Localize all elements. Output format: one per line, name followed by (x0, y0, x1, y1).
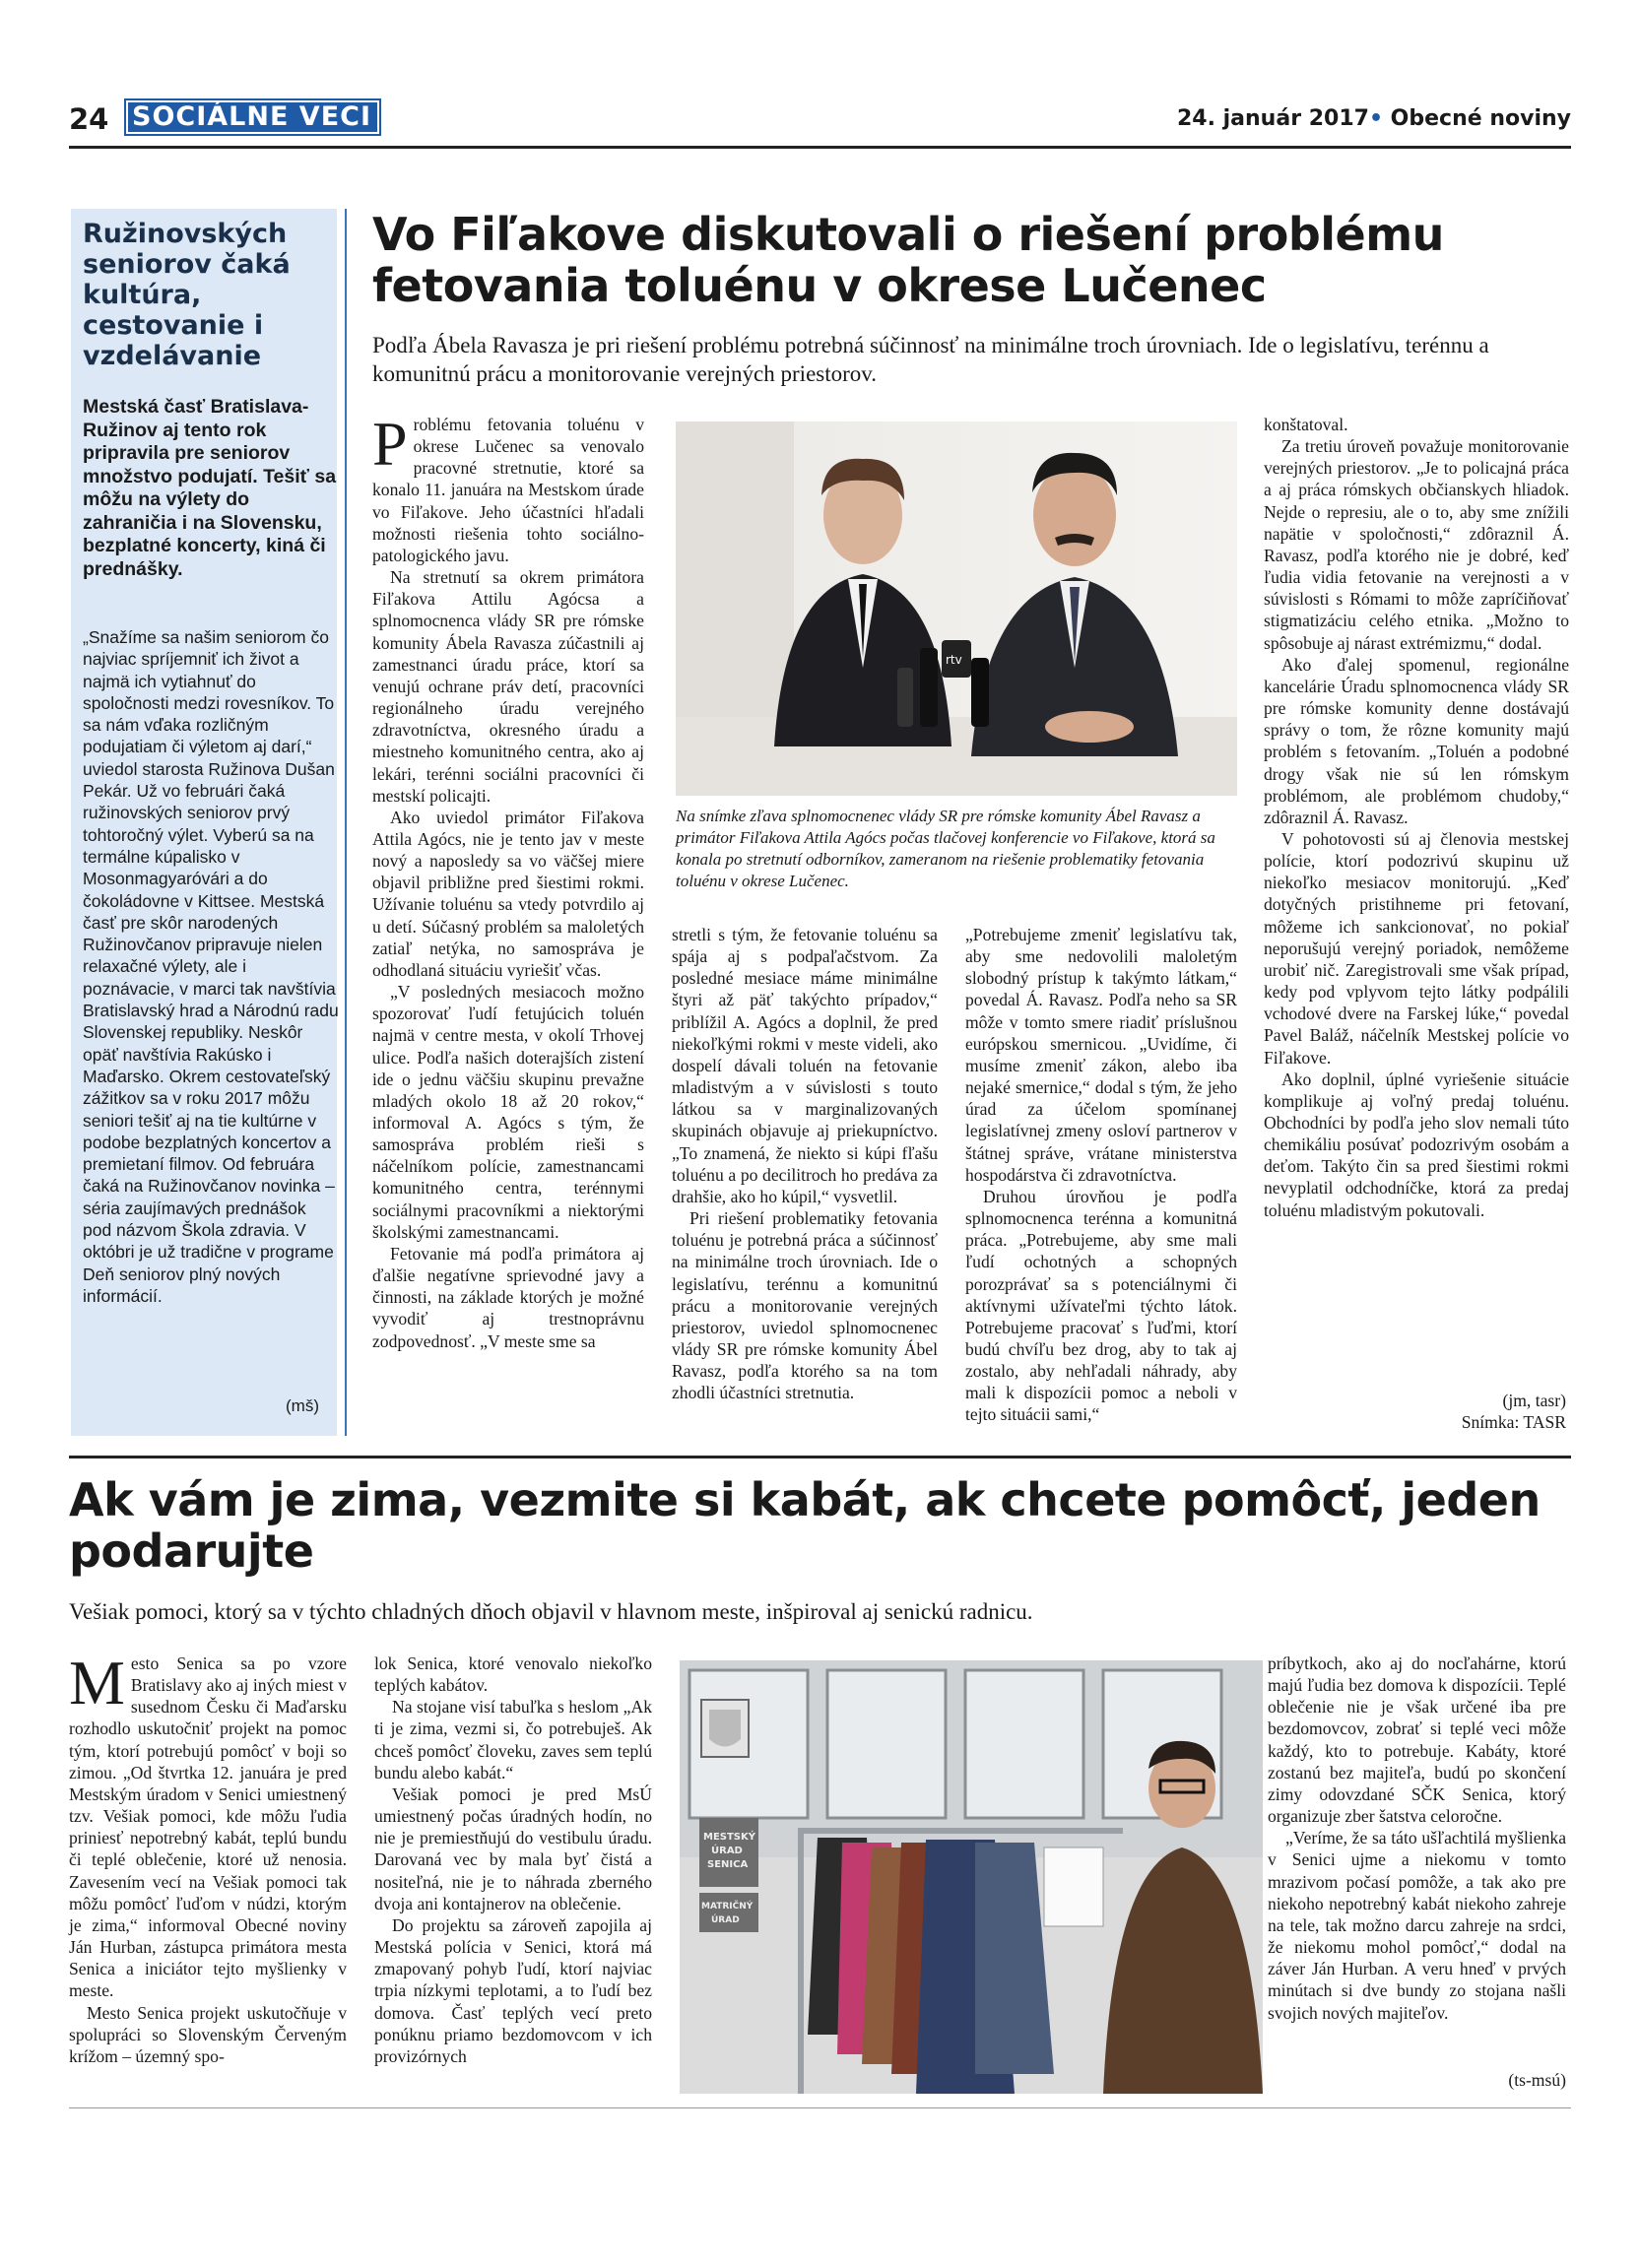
article1-column-1-text (372, 409, 644, 1351)
article1-column-3 (965, 924, 1237, 1426)
paragraph: lok Senica, ktoré venovalo niekoľko teplých kabátov. (374, 1653, 652, 1696)
article1-column-1 (372, 409, 644, 1352)
sidebar-lead: Mestská časť Bratislava-Ružinov aj tento rok pripravila pre seniorov množstvo podujatí. Tešiť sa môžu na výlety do zahraničia i na Slovensku, bezplatné koncerty, kiná či prednášky. (83, 396, 337, 580)
paragraph: Ako uviedol primátor Fiľakova Attila Agócs, nie je tento jav v meste nový a naposledy sa vo väčšej miere objavil približne pred šiestimi rokmi. Užívanie toluénu sa vtedy potvrdilo aj u detí. Súčasný problém sa maloletých zatiaľ netýka, no samospráva je odhodlaná situáciu vyriešiť včas. (372, 807, 644, 980)
paragraph: Za tretiu úroveň považuje monitorovanie verejných priestorov. „Je to policajná práca a aj práca rómskych občianskych hliadok. Nejde o represiu, ale o to, aby sme znížili napätie v spoločnosti,“ zdôraznil Á. Ravasz, podľa ktorého nie je dobré, keď ľudia vidia fetovanie na verejnosti a v súvislosti s Rómami to môže zapríčiňovať stigmatizáciu celého etnika. „Možno to spôsobuje aj nárast extrémizmu,“ dodal. (1264, 436, 1569, 653)
publication-name: Obecné noviny (1390, 106, 1571, 131)
article1-column-2-text (672, 925, 938, 1402)
article2-column-3 (1268, 1652, 1566, 2024)
sign-text-5: ÚRAD (711, 1915, 740, 1925)
article2-column-1 (69, 1648, 347, 2067)
mic-label: rtv (946, 653, 962, 667)
paragraph: Ako doplnil, úplné vyriešenie situácie komplikuje aj voľný predaj toluénu. Obchodníci by podľa jeho slov nemali túto chemikáliu posúvať podozrivým osobám a deťom. Takýto čin sa pred šiestimi rokmi nevyplatil odchodníčke, ktorá za predaj toluénu mladistvým pokutovali. (1264, 1069, 1569, 1220)
article1-column-2 (672, 924, 938, 1403)
article1-author: (jm, tasr) (1502, 1391, 1566, 1410)
paragraph: „V posledných mesiacoch možno spozorovať ľudí fetujúcich toluén najmä v centre mesta, v okolí Trhovej ulice. Podľa našich doterajších zistení ide o jednu väčšiu skupinu prevažne mladých okolo 18 až 20 rokov,“ informoval A. Agócs s tým, že samospráva problém rieši s náčelníkom polície, zamestnancami komunitného centra, terénnymi sociálnymi pracovníkmi a niektorými školskými zamestnancami. (372, 982, 644, 1242)
sidebar-headline: Ružinovských seniorov čaká kultúra, cestovanie i vzdelávanie (83, 219, 291, 371)
issue-info (1177, 106, 1571, 131)
header-rule (69, 146, 1571, 149)
article1-column-4 (1264, 414, 1569, 1221)
header-bullet: • (1368, 106, 1383, 131)
paragraph: konštatoval. (1264, 415, 1348, 434)
article2-deck: Vešiak pomoci, ktorý sa v týchto chladných dňoch objavil v hlavnom meste, inšpiroval aj senickú radnicu. (69, 1599, 1033, 1624)
paragraph: „Veríme, že sa táto ušľachtilá myšlienka v Senici ujme a niekomu v tomto mrazivom počasí pomôže, a tak ako pre niekoho nepotrebný kabát niekoho zahreje na tele, tak možno darcu zahreje na srdci, že niekomu mohol pomôcť,“ dodal na záver Ján Hurban. A veru hneď v prvých minútach si dve bundy zo stojana našli svojich nových majiteľov. (1268, 1828, 1566, 2023)
paragraph: Mesto Senica projekt uskutočňuje v spolupráci so Slovenským Červeným krížom – územný spo- (69, 2002, 347, 2066)
sign-text-3: SENICA (707, 1859, 749, 1870)
page-number: 24 (69, 102, 109, 136)
article-divider (69, 1456, 1571, 1458)
article1-deck: Podľa Ábela Ravasza je pri riešení problému potrebná súčinnosť na minimálne troch úrovniach. Ide o legislatívu, terénnu a komunitnú prácu a monitorovanie verejných priestorov. (372, 333, 1489, 386)
paragraph: V pohotovosti sú aj členovia mestskej polície, ktorí podozrivú skupinu už niekoľko mesiacov monitorujú. „Keď dotyčných pristihneme pri fetovaní, môžeme ich sankcionovať, no pokiaľ neporušujú verejný poriadok, nemôžeme urobiť nič. Zaregistrovali sme však prípad, kedy pod vplyvom tejto látky podpálili vchodové dvere na Farskej lúke,“ povedal Pavel Baláž, náčelník Mestskej polície vo Fiľakove. (1264, 828, 1569, 1068)
article2-column-3-text (1268, 1653, 1566, 2023)
article2-headline: Ak vám je zima, vezmite si kabát, ak chcete pomôcť, jeden podarujte (69, 1473, 1541, 1578)
paragraph: Ako ďalej spomenul, regionálne kancelárie Úradu splnomocnenca vlády SR pre rómske komunity denne dostávajú správy o tom, že rôzne komunity majú problém s fetovaním. „Toluén a podobné drogy však nie sú len rómskym problémom, ale problémom chudoby,“ zdôraznil Á. Ravasz. (1264, 654, 1569, 827)
paragraph: stretli s tým, že fetovanie toluénu sa spája aj s podpaľačstvom. Za posledné mesiace máme minimálne štyri až päť takýchto prípadov,“ priblížil A. Agócs a doplnil, že pred niekoľkými rokmi v meste videli, ako dospelí dávali toluén na fetovanie mladistvým a v súvislosti s touto látkou sa v marginalizovaných skupinách objavuje aj priekupníctvo. „To znamená, že niekto si kúpi fľašu toluénu a po decilitroch ho predáva za drahšie, ako ho kúpil,“ vysvetlil. (672, 925, 938, 1206)
article2-dropcap: M (69, 1648, 125, 1717)
article1-column-3-text (965, 925, 1237, 1424)
bottom-rule (69, 2107, 1571, 2108)
coat-rack-illustration (680, 1660, 1263, 2094)
paragraph: Na stretnutí sa okrem primátora Fiľakova Attilu Agócsa a splnomocnenca vlády SR pre rómske komunity Ábela Ravasza zúčastnili aj zamestnanci úradu práce, ktorí sa venujú ochrane práv detí, pracovníci regionálneho úradu verejného zdravotníctva, okresného úradu a miestneho komunitného centra, ako aj lekári, terénni sociálni pracovníci či mestskí policajti. (372, 567, 644, 806)
paragraph: príbytkoch, ako aj do nocľahárne, ktorú majú ľudia bez domova k dispozícii. Teplé oblečenie nie je však určené iba pre bezdomovcov, zobrať si teplé veci môže každý, kto to potrebuje. Kabáty, ktoré zostanú bez majiteľa, budú po skončení zimy odovzdané SČK Senica, ktorý organizuje zber šatstva celoročne. (1268, 1653, 1566, 1827)
article2-signature: (ts-msú) (1508, 2070, 1566, 2090)
paragraph: Fetovanie má podľa primátora aj ďalšie negatívne sprievodné javy a činnosti, na základe ktorých je možné vyvodiť aj trestnoprávnu zodpovednosť. „V meste sme sa (372, 1243, 644, 1351)
section-label: SOCIÁLNE VECI (126, 100, 379, 134)
sidebar-body: „Snažíme sa našim seniorom čo najviac spríjemniť ich život a najmä ich vytiahnuť do spoločnosti medzi rovesníkov. To sa nám vďaka rozličným podujatiam či výletom aj darí,“ uviedol starosta Ružinova Dušan Pekár. Už vo februári čaká ružinovských seniorov prvý tohtoročný výlet. Vyberú sa na termálne kúpalisko v Mosonmagyaróvári a do čokoládovne v Kittsee. Mestská časť pre skôr narodených Ružinovčanov pripravuje nielen relaxačné výlety, ale i poznávacie, v marci tak navštívia Bratislavský hrad a Národnú radu Slovenskej republiky. Neskôr opäť navštívia Rakúsko i Maďarsko. Okrem cestovateľský zážitkov sa v roku 2017 môžu seniori tešiť aj na tie kultúrne v podobe bezplatných koncertov a premietaní filmov. Od februára čaká na Ružinovčanov novinka – séria zaujímavých prednášok pod názvom Škola zdravia. V októbri je už tradične v programe Deň seniorov plný nových informácií. (83, 627, 339, 1306)
article2-column-2-text (374, 1653, 652, 2066)
paragraph: Vešiak pomoci je pred MsÚ umiestnený počas úradných hodín, no nie je premiestňujú do vestibulu úradu. Darovaná vec by mala byť čistá a nositeľná, nie je to náhrada zberného dvoja ani kontajnerov na oblečenie. (374, 1783, 652, 1913)
article1-headline: Vo Fiľakove diskutovali o riešení problému fetovania toluénu v okrese Lučenec (372, 208, 1444, 312)
photo-caption: Na snímke zľava splnomocnenec vlády SR pre rómske komunity Ábel Ravasz a primátor Fiľakova Attila Agócs počas tlačovej konferencie vo Fiľakove, ktorá sa konala po stretnutí odborníkov, zameranom na riešenie problematiky fetovania toluénu v okrese Lučenec. (676, 807, 1215, 890)
paragraph: roblému fetovania toluénu v okrese Lučenec sa venovalo pracovné stretnutie, ktoré sa konalo 11. januára na Mestskom úrade vo Fiľakove. Jeho účastníci hľadali možnosti riešenia tohto sociálno-patologického javu. (372, 415, 644, 565)
article1-signature (1399, 1390, 1566, 1433)
sign-text-4: MATRIČNÝ (701, 1902, 754, 1912)
press-conference-illustration (676, 421, 1237, 796)
sign-text-1: MESTSKÝ (703, 1832, 755, 1843)
sign-text-2: ÚRAD (711, 1846, 743, 1856)
article1-dropcap: P (372, 409, 408, 479)
paragraph: Pri riešení problematiky fetovania toluénu je potrebná práca a súčinnosť na minimálne troch úrovniach. Ide o legislatívu, terénnu a komunitnú prácu a monitorovanie verejných priestorov, uviedol splnomocnenec vlády SR pre rómske komunity Ábel Ravasz, podľa ktorého sa na tom zhodli účastníci stretnutia. (672, 1208, 938, 1403)
paragraph: Druhou úrovňou je podľa splnomocnenca terénna a komunitná práca. „Potrebujeme, aby sme mali ľudí ochotných a schopných porozprávať sa s potenciálnymi či aktívnymi užívateľmi týchto látok. Potrebujeme pracovať s ľuďmi, ktorí budú chvíľu bez drog, aby to tak aj zostalo, aby nehľadali náhrady, aby mali k dispozícii pomoc a neboli v tejto situácii sami,“ (965, 1186, 1237, 1425)
article1-column-4-text (1264, 415, 1569, 1220)
issue-date: 24. január 2017 (1177, 106, 1369, 131)
paragraph: Do projektu sa zároveň zapojila aj Mestská polícia v Senici, ktorá má zmapovaný pohyb ľudí, ktorí najviac trpia nízkymi teplotami, a to ľudí bez domova. Časť teplých vecí preto ponúknu priamo bezdomovcom v ich provizórnych (374, 1914, 652, 2066)
paragraph: „Potrebujeme zmeniť legislatívu tak, aby sme nedovolili maloletým slobodný prístup k takýmto látkam,“ povedal Á. Ravasz. Podľa neho sa SR môže v tomto smere riadiť príslušnou európskou smernicou. „Uvidíme, či musíme zmeniť zákon, alebo iba nejaké smernice,“ dodal s tým, že jeho úrad za účelom spomínanej legislatívnej zmeny osloví partnerov v štátnej správe, vrátane ministerstva hospodárstva či zdravotníctva. (965, 925, 1237, 1185)
article2-column-2 (374, 1652, 652, 2067)
coat-rack-photo (680, 1660, 1263, 2094)
paragraph: Na stojane visí tabuľka s heslom „Ak ti je zima, vezmi si, čo potrebuješ. Ak chceš pomôcť človeku, zaves sem teplú bundu alebo kabát.“ (374, 1697, 652, 1782)
press-conference-photo (676, 421, 1237, 796)
sidebar-signature: (mš) (286, 1396, 319, 1415)
paragraph: esto Senica sa po vzore Bratislavy ako aj iných miest v susednom Česku či Maďarsku rozhodlo uskutočniť projekt na pomoc tým, ktorí potrebujú pomôcť v boji so zimou. „Od štvrtka 12. januára je pred Mestským úradom v Senici umiestnený tzv. Vešiak pomoci, kde môžu ľudia priniesť nepotrebný kabát, teplú bundu či teplé oblečenie, ktoré už nenosia. Zavesením vecí na Vešiak pomoci tak môžu pomôcť ľuďom v núdzi, ktorým je zima,“ informoval Obecné noviny Ján Hurban, zástupca primátora mesta Senica a iniciátor tejto myšlienky v meste. (69, 1653, 347, 2001)
sidebar-divider (345, 209, 347, 1436)
article1-photo-credit: Snímka: TASR (1461, 1412, 1566, 1432)
